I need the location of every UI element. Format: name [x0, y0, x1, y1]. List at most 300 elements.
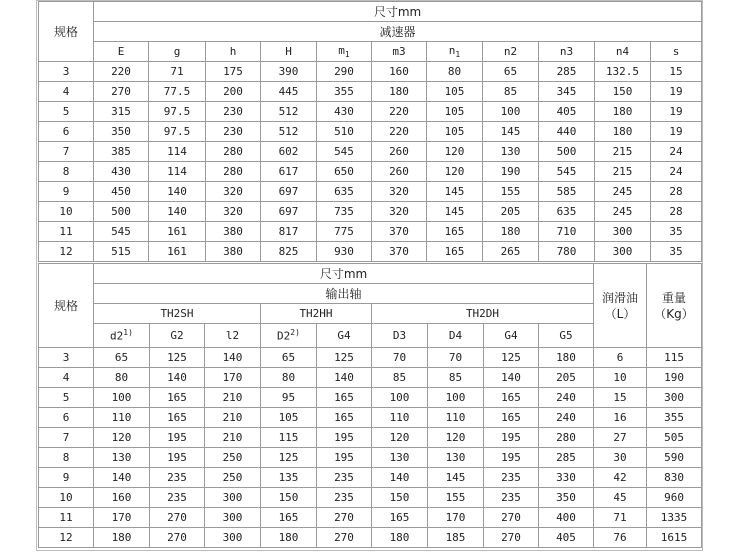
value-cell: 110	[428, 408, 484, 428]
group-th2dh: TH2DH	[372, 304, 594, 324]
value-cell: 185	[428, 528, 484, 548]
value-cell: 100	[372, 388, 428, 408]
output-shaft-table	[38, 263, 702, 548]
table-row	[39, 408, 702, 428]
value-cell: 445	[261, 82, 317, 102]
value-cell: 285	[539, 448, 594, 468]
value-cell: 70	[428, 348, 484, 368]
column-header-subscript: 1	[344, 50, 350, 60]
column-header	[651, 42, 702, 62]
value-cell: 140	[372, 468, 428, 488]
value-cell: 190	[647, 368, 702, 388]
value-cell: 300	[205, 528, 261, 548]
value-cell: 380	[206, 222, 261, 242]
value-cell: 80	[261, 368, 317, 388]
spec-cell: 12	[39, 242, 94, 262]
value-cell: 28	[651, 182, 702, 202]
table-row	[39, 62, 702, 82]
value-cell: 270	[484, 508, 539, 528]
value-cell: 250	[205, 448, 261, 468]
column-header	[206, 42, 261, 62]
reducer-header: 减速器	[94, 22, 702, 42]
value-cell: 512	[261, 102, 317, 122]
value-cell: 590	[647, 448, 702, 468]
table-row	[39, 222, 702, 242]
column-header	[539, 324, 594, 348]
column-header-label: n3	[559, 45, 574, 58]
value-cell: 235	[484, 488, 539, 508]
table-row	[39, 142, 702, 162]
value-cell: 195	[150, 448, 205, 468]
value-cell: 97.5	[149, 102, 206, 122]
spec-cell: 4	[39, 368, 94, 388]
column-header	[150, 324, 205, 348]
value-cell: 205	[539, 368, 594, 388]
spec-cell: 4	[39, 82, 94, 102]
value-cell: 710	[539, 222, 595, 242]
value-cell: 1615	[647, 528, 702, 548]
value-cell: 405	[539, 528, 594, 548]
value-cell: 817	[261, 222, 317, 242]
value-cell: 330	[539, 468, 594, 488]
column-header-label: m3	[392, 45, 406, 58]
value-cell: 105	[427, 82, 483, 102]
value-cell: 85	[483, 82, 539, 102]
value-cell: 24	[651, 142, 702, 162]
value-cell: 6	[594, 348, 647, 368]
value-cell: 195	[150, 428, 205, 448]
value-cell: 85	[428, 368, 484, 388]
value-cell: 235	[317, 488, 372, 508]
value-cell: 235	[317, 468, 372, 488]
column-header	[317, 324, 372, 348]
column-header-label: D2	[277, 329, 291, 343]
output-shaft-header: 输出轴	[94, 284, 594, 304]
value-cell: 175	[206, 62, 261, 82]
value-cell: 545	[317, 142, 372, 162]
value-cell: 130	[94, 448, 150, 468]
column-header-label: n2	[503, 45, 518, 58]
value-cell: 320	[206, 182, 261, 202]
reducer-dimensions-table	[38, 1, 702, 262]
value-cell: 15	[651, 62, 702, 82]
value-cell: 385	[94, 142, 149, 162]
value-cell: 10	[594, 368, 647, 388]
value-cell: 320	[372, 182, 427, 202]
value-cell: 135	[261, 468, 317, 488]
table-row	[39, 202, 702, 222]
value-cell: 405	[539, 102, 595, 122]
value-cell: 270	[484, 528, 539, 548]
spec-cell: 10	[39, 488, 94, 508]
value-cell: 165	[150, 388, 205, 408]
value-cell: 265	[483, 242, 539, 262]
value-cell: 125	[261, 448, 317, 468]
group-th2sh: TH2SH	[94, 304, 261, 324]
value-cell: 155	[483, 182, 539, 202]
spec-cell: 12	[39, 528, 94, 548]
value-cell: 76	[594, 528, 647, 548]
spec-cell: 8	[39, 448, 94, 468]
value-cell: 825	[261, 242, 317, 262]
column-header-label: H	[285, 45, 292, 58]
spec-cell: 3	[39, 348, 94, 368]
table-row	[39, 488, 702, 508]
value-cell: 505	[647, 428, 702, 448]
column-header-footnote: 1)	[123, 328, 133, 338]
table-row	[39, 508, 702, 528]
value-cell: 350	[94, 122, 149, 142]
value-cell: 210	[205, 388, 261, 408]
value-cell: 115	[261, 428, 317, 448]
value-cell: 165	[317, 408, 372, 428]
spec-header: 规格	[39, 264, 94, 348]
column-header-label: d2	[110, 329, 124, 343]
value-cell: 125	[484, 348, 539, 368]
value-cell: 430	[317, 102, 372, 122]
value-cell: 180	[372, 82, 427, 102]
spec-cell: 9	[39, 182, 94, 202]
value-cell: 320	[372, 202, 427, 222]
value-cell: 195	[484, 448, 539, 468]
value-cell: 1335	[647, 508, 702, 528]
value-cell: 180	[261, 528, 317, 548]
value-cell: 430	[94, 162, 149, 182]
value-cell: 85	[372, 368, 428, 388]
value-cell: 400	[539, 508, 594, 528]
column-header	[372, 42, 427, 62]
value-cell: 280	[206, 142, 261, 162]
value-cell: 160	[372, 62, 427, 82]
value-cell: 370	[372, 242, 427, 262]
value-cell: 235	[484, 468, 539, 488]
spec-cell: 9	[39, 468, 94, 488]
value-cell: 170	[205, 368, 261, 388]
value-cell: 100	[94, 388, 150, 408]
spec-cell: 7	[39, 142, 94, 162]
column-header	[484, 324, 539, 348]
value-cell: 35	[651, 222, 702, 242]
value-cell: 19	[651, 82, 702, 102]
column-header-label: D3	[392, 329, 407, 342]
value-cell: 165	[484, 388, 539, 408]
value-cell: 180	[595, 122, 651, 142]
column-header-label: G4	[504, 329, 518, 342]
value-cell: 140	[205, 348, 261, 368]
value-cell: 240	[539, 408, 594, 428]
value-cell: 130	[483, 142, 539, 162]
column-header	[94, 42, 149, 62]
weight-unit: （Kg）	[654, 306, 694, 321]
table-row	[39, 428, 702, 448]
value-cell: 132.5	[595, 62, 651, 82]
value-cell: 145	[483, 122, 539, 142]
value-cell: 220	[372, 122, 427, 142]
value-cell: 155	[428, 488, 484, 508]
table-row	[39, 348, 702, 368]
spec-cell: 11	[39, 508, 94, 528]
value-cell: 145	[427, 182, 483, 202]
value-cell: 105	[427, 102, 483, 122]
column-header-label: m	[338, 43, 345, 57]
value-cell: 780	[539, 242, 595, 262]
column-header	[205, 324, 261, 348]
value-cell: 110	[372, 408, 428, 428]
value-cell: 80	[94, 368, 150, 388]
value-cell: 515	[94, 242, 149, 262]
value-cell: 195	[317, 428, 372, 448]
value-cell: 19	[651, 122, 702, 142]
column-header-label: h	[229, 45, 237, 58]
table-row	[39, 448, 702, 468]
value-cell: 100	[428, 388, 484, 408]
value-cell: 270	[150, 508, 205, 528]
value-cell: 270	[150, 528, 205, 548]
column-header-subscript: 1	[455, 50, 461, 60]
value-cell: 180	[94, 528, 150, 548]
value-cell: 27	[594, 428, 647, 448]
column-header	[149, 42, 206, 62]
value-cell: 105	[427, 122, 483, 142]
value-cell: 355	[647, 408, 702, 428]
value-cell: 205	[483, 202, 539, 222]
value-cell: 635	[317, 182, 372, 202]
value-cell: 200	[206, 82, 261, 102]
value-cell: 215	[595, 142, 651, 162]
value-cell: 235	[150, 488, 205, 508]
column-header	[261, 42, 317, 62]
value-cell: 114	[149, 162, 206, 182]
value-cell: 230	[206, 122, 261, 142]
value-cell: 270	[317, 528, 372, 548]
value-cell: 440	[539, 122, 595, 142]
spec-header: 规格	[39, 2, 94, 62]
column-header	[428, 324, 484, 348]
value-cell: 250	[205, 468, 261, 488]
value-cell: 220	[372, 102, 427, 122]
value-cell: 16	[594, 408, 647, 428]
value-cell: 125	[317, 348, 372, 368]
value-cell: 617	[261, 162, 317, 182]
value-cell: 150	[595, 82, 651, 102]
value-cell: 245	[595, 182, 651, 202]
value-cell: 180	[372, 528, 428, 548]
value-cell: 285	[539, 62, 595, 82]
value-cell: 390	[261, 62, 317, 82]
value-cell: 500	[94, 202, 149, 222]
value-cell: 70	[372, 348, 428, 368]
value-cell: 95	[261, 388, 317, 408]
table-row	[39, 182, 702, 202]
value-cell: 120	[427, 162, 483, 182]
value-cell: 165	[317, 388, 372, 408]
value-cell: 165	[261, 508, 317, 528]
value-cell: 140	[150, 368, 205, 388]
value-cell: 180	[483, 222, 539, 242]
value-cell: 120	[428, 428, 484, 448]
value-cell: 300	[595, 242, 651, 262]
spec-cell: 5	[39, 102, 94, 122]
value-cell: 120	[372, 428, 428, 448]
value-cell: 65	[94, 348, 150, 368]
value-cell: 280	[206, 162, 261, 182]
value-cell: 120	[427, 142, 483, 162]
table-row	[39, 122, 702, 142]
value-cell: 160	[94, 488, 150, 508]
value-cell: 115	[647, 348, 702, 368]
value-cell: 545	[539, 162, 595, 182]
value-cell: 105	[261, 408, 317, 428]
column-header	[317, 42, 372, 62]
value-cell: 110	[94, 408, 150, 428]
value-cell: 65	[483, 62, 539, 82]
value-cell: 450	[94, 182, 149, 202]
value-cell: 697	[261, 182, 317, 202]
value-cell: 28	[651, 202, 702, 222]
value-cell: 195	[317, 448, 372, 468]
column-header	[427, 42, 483, 62]
column-header-label: G5	[559, 329, 573, 342]
value-cell: 145	[428, 468, 484, 488]
spec-cell: 6	[39, 408, 94, 428]
value-cell: 150	[261, 488, 317, 508]
table-row	[39, 162, 702, 182]
value-cell: 240	[539, 388, 594, 408]
column-header	[539, 42, 595, 62]
dimensions-header: 尺寸mm	[94, 264, 594, 284]
table-row	[39, 388, 702, 408]
value-cell: 120	[94, 428, 150, 448]
value-cell: 30	[594, 448, 647, 468]
spec-cell: 3	[39, 62, 94, 82]
value-cell: 161	[149, 222, 206, 242]
value-cell: 165	[150, 408, 205, 428]
spec-cell: 10	[39, 202, 94, 222]
value-cell: 500	[539, 142, 595, 162]
value-cell: 290	[317, 62, 372, 82]
value-cell: 512	[261, 122, 317, 142]
value-cell: 370	[372, 222, 427, 242]
value-cell: 650	[317, 162, 372, 182]
value-cell: 35	[651, 242, 702, 262]
column-header	[595, 42, 651, 62]
value-cell: 180	[539, 348, 594, 368]
value-cell: 130	[428, 448, 484, 468]
value-cell: 260	[372, 142, 427, 162]
value-cell: 15	[594, 388, 647, 408]
value-cell: 24	[651, 162, 702, 182]
value-cell: 697	[261, 202, 317, 222]
value-cell: 245	[595, 202, 651, 222]
column-header-label: E	[117, 45, 125, 58]
value-cell: 80	[427, 62, 483, 82]
value-cell: 300	[205, 488, 261, 508]
value-cell: 165	[427, 222, 483, 242]
value-cell: 150	[372, 488, 428, 508]
value-cell: 300	[205, 508, 261, 528]
dimensions-header: 尺寸mm	[94, 2, 702, 22]
value-cell: 545	[94, 222, 149, 242]
column-header-label: G2	[170, 329, 184, 342]
table-row	[39, 102, 702, 122]
value-cell: 830	[647, 468, 702, 488]
value-cell: 585	[539, 182, 595, 202]
value-cell: 140	[149, 182, 206, 202]
value-cell: 735	[317, 202, 372, 222]
value-cell: 260	[372, 162, 427, 182]
table-row	[39, 528, 702, 548]
column-header-label: n4	[615, 45, 630, 58]
value-cell: 42	[594, 468, 647, 488]
value-cell: 170	[428, 508, 484, 528]
value-cell: 165	[427, 242, 483, 262]
value-cell: 140	[149, 202, 206, 222]
column-header-label: l2	[225, 329, 240, 342]
value-cell: 114	[149, 142, 206, 162]
value-cell: 210	[205, 428, 261, 448]
value-cell: 77.5	[149, 82, 206, 102]
weight-header	[647, 264, 702, 348]
lube-oil-header	[594, 264, 647, 348]
value-cell: 45	[594, 488, 647, 508]
value-cell: 235	[150, 468, 205, 488]
column-header	[372, 324, 428, 348]
column-header-label: g	[173, 45, 181, 58]
value-cell: 210	[205, 408, 261, 428]
spec-cell: 5	[39, 388, 94, 408]
value-cell: 510	[317, 122, 372, 142]
value-cell: 65	[261, 348, 317, 368]
value-cell: 300	[647, 388, 702, 408]
value-cell: 190	[483, 162, 539, 182]
value-cell: 345	[539, 82, 595, 102]
value-cell: 230	[206, 102, 261, 122]
spec-cell: 6	[39, 122, 94, 142]
column-header	[483, 42, 539, 62]
value-cell: 71	[149, 62, 206, 82]
column-header-label: G4	[337, 329, 351, 342]
weight-label: 重量	[662, 290, 687, 305]
value-cell: 320	[206, 202, 261, 222]
value-cell: 930	[317, 242, 372, 262]
column-header	[94, 324, 150, 348]
value-cell: 125	[150, 348, 205, 368]
spec-cell: 8	[39, 162, 94, 182]
value-cell: 635	[539, 202, 595, 222]
value-cell: 270	[94, 82, 149, 102]
value-cell: 350	[539, 488, 594, 508]
group-th2hh: TH2HH	[261, 304, 372, 324]
value-cell: 775	[317, 222, 372, 242]
value-cell: 140	[94, 468, 150, 488]
value-cell: 100	[483, 102, 539, 122]
value-cell: 140	[484, 368, 539, 388]
lube-oil-label: 润滑油	[602, 290, 639, 305]
value-cell: 165	[372, 508, 428, 528]
column-header-footnote: 2)	[290, 328, 300, 338]
table-row	[39, 368, 702, 388]
table-row	[39, 242, 702, 262]
value-cell: 355	[317, 82, 372, 102]
column-header	[261, 324, 317, 348]
value-cell: 170	[94, 508, 150, 528]
value-cell: 180	[595, 102, 651, 122]
value-cell: 220	[94, 62, 149, 82]
value-cell: 145	[427, 202, 483, 222]
column-header-label: s	[672, 45, 680, 58]
value-cell: 280	[539, 428, 594, 448]
value-cell: 161	[149, 242, 206, 262]
